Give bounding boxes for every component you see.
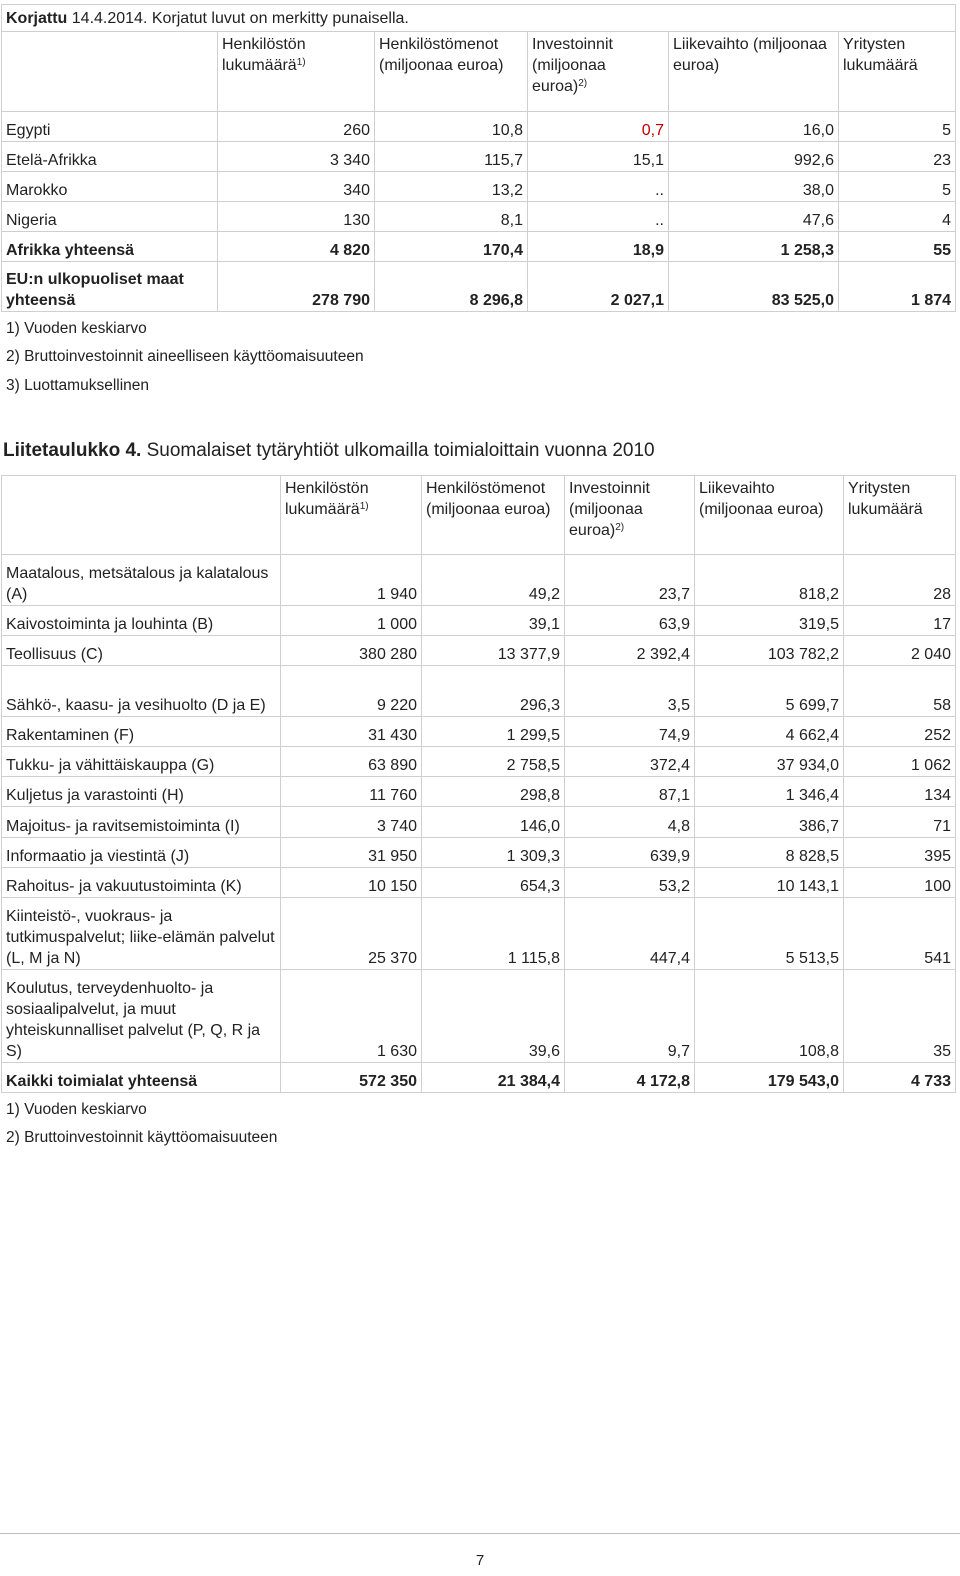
footnote-2: 2) Bruttoinvestoinnit käyttöomaisuuteen: [6, 1129, 278, 1146]
cell-personnel: 31 950: [281, 838, 422, 868]
table-title: [3, 440, 655, 462]
row-label: Koulutus, terveydenhuolto- ja sosiaalipalvelut, ja muut yhteiskunnalliset palvelut (P, Q, R ja S): [2, 970, 281, 1063]
header-turnover: Liikevaihto (miljoonaa euroa): [695, 476, 844, 555]
cell-costs: 115,7: [375, 142, 528, 172]
row-label: Sähkö-, kaasu- ja vesihuolto (D ja E): [2, 666, 281, 717]
row-label: Kaivostoiminta ja louhinta (B): [2, 606, 281, 636]
cell-investments: 87,1: [565, 777, 695, 807]
cell-enterprises: 252: [844, 717, 956, 747]
header-text: Investoinnit (miljoonaa euroa): [569, 480, 650, 539]
cell-turnover: 5 513,5: [695, 898, 844, 970]
cell-personnel: 3 740: [281, 807, 422, 838]
table-row-total: [2, 262, 956, 312]
cell-costs: 8,1: [375, 202, 528, 232]
cell-turnover: 1 258,3: [669, 232, 839, 262]
header-blank: [2, 32, 218, 112]
cell-costs: 49,2: [422, 555, 565, 606]
footnote-ref: 2): [615, 522, 625, 533]
cell-costs: 8 296,8: [375, 262, 528, 312]
cell-investments: 639,9: [565, 838, 695, 868]
cell-turnover: 83 525,0: [669, 262, 839, 312]
cell-personnel: 11 760: [281, 777, 422, 807]
cell-personnel: 130: [218, 202, 375, 232]
cell-investments: 53,2: [565, 868, 695, 898]
header-investments: [528, 32, 669, 112]
cell-turnover: 1 346,4: [695, 777, 844, 807]
header-enterprise-count: Yritysten lukumäärä: [839, 32, 956, 112]
row-label: Nigeria: [2, 202, 218, 232]
cell-enterprises: 5: [839, 112, 956, 142]
cell-enterprises: 58: [844, 666, 956, 717]
cell-enterprises: 134: [844, 777, 956, 807]
header-text: Investoinnit (miljoonaa euroa): [532, 36, 613, 95]
cell-personnel: 278 790: [218, 262, 375, 312]
row-label: Marokko: [2, 172, 218, 202]
cell-investments: 18,9: [528, 232, 669, 262]
cell-personnel: 4 820: [218, 232, 375, 262]
cell-enterprises: 1 874: [839, 262, 956, 312]
cell-turnover: 179 543,0: [695, 1063, 844, 1093]
footer-divider: [0, 1533, 960, 1534]
table-row: [2, 142, 956, 172]
cell-enterprises: 17: [844, 606, 956, 636]
cell-personnel: 10 150: [281, 868, 422, 898]
cell-personnel: 380 280: [281, 636, 422, 666]
cell-investments: 2 027,1: [528, 262, 669, 312]
cell-turnover: 37 934,0: [695, 747, 844, 777]
cell-enterprises: 71: [844, 807, 956, 838]
cell-enterprises: 5: [839, 172, 956, 202]
cell-costs: 39,6: [422, 970, 565, 1063]
header-text: Henkilöstön lukumäärä: [285, 480, 369, 518]
cell-enterprises: 35: [844, 970, 956, 1063]
table-row: [2, 898, 956, 970]
table-row: [2, 636, 956, 666]
cell-investments: 15,1: [528, 142, 669, 172]
cell-costs: 1 309,3: [422, 838, 565, 868]
cell-personnel: 340: [218, 172, 375, 202]
correction-note-label: Korjattu: [6, 9, 68, 27]
cell-costs: 2 758,5: [422, 747, 565, 777]
cell-investments: 3,5: [565, 666, 695, 717]
africa-table: [1, 4, 956, 312]
table-row: [2, 555, 956, 606]
correction-note-text: 14.4.2014. Korjatut luvut on merkitty punaisella.: [67, 9, 409, 27]
cell-costs: 654,3: [422, 868, 565, 898]
correction-note-row: [2, 5, 956, 32]
table-row: [2, 202, 956, 232]
table-row: [2, 838, 956, 868]
cell-personnel: 260: [218, 112, 375, 142]
cell-costs: 13 377,9: [422, 636, 565, 666]
cell-enterprises: 28: [844, 555, 956, 606]
table-row: [2, 172, 956, 202]
cell-personnel: 31 430: [281, 717, 422, 747]
row-label: Afrikka yhteensä: [2, 232, 218, 262]
cell-turnover: 10 143,1: [695, 868, 844, 898]
cell-personnel: 572 350: [281, 1063, 422, 1093]
cell-investments: 4,8: [565, 807, 695, 838]
cell-costs: 1 115,8: [422, 898, 565, 970]
cell-costs: 10,8: [375, 112, 528, 142]
footnote-3: 3) Luottamuksellinen: [6, 377, 150, 394]
cell-enterprises: 1 062: [844, 747, 956, 777]
cell-investments: ..: [528, 202, 669, 232]
cell-personnel: 1 000: [281, 606, 422, 636]
header-enterprise-count: Yritysten lukumäärä: [844, 476, 956, 555]
cell-enterprises: 541: [844, 898, 956, 970]
row-label: Egypti: [2, 112, 218, 142]
table-row-total: [2, 1063, 956, 1093]
cell-turnover: 38,0: [669, 172, 839, 202]
footnote-1: 1) Vuoden keskiarvo: [6, 1101, 147, 1118]
cell-enterprises: 55: [839, 232, 956, 262]
table-row: [2, 112, 956, 142]
cell-costs: 13,2: [375, 172, 528, 202]
footnote-ref: 2): [578, 78, 588, 89]
footnote-2: 2) Bruttoinvestoinnit aineelliseen käyttöomaisuuteen: [6, 348, 364, 365]
cell-costs: 146,0: [422, 807, 565, 838]
table-row: [2, 807, 956, 838]
cell-turnover: 8 828,5: [695, 838, 844, 868]
table-row: [2, 666, 956, 717]
cell-turnover: 16,0: [669, 112, 839, 142]
cell-turnover: 386,7: [695, 807, 844, 838]
cell-investments: 9,7: [565, 970, 695, 1063]
cell-enterprises: 23: [839, 142, 956, 172]
industry-table: [1, 475, 956, 1093]
cell-personnel: 63 890: [281, 747, 422, 777]
header-personnel-costs: Henkilöstömenot (miljoonaa euroa): [422, 476, 565, 555]
cell-investments: ..: [528, 172, 669, 202]
correction-note: [2, 5, 956, 32]
cell-turnover: 108,8: [695, 970, 844, 1063]
cell-personnel: 3 340: [218, 142, 375, 172]
row-label: EU:n ulkopuoliset maat yhteensä: [2, 262, 218, 312]
table-row: [2, 868, 956, 898]
cell-investments: 447,4: [565, 898, 695, 970]
cell-costs: 1 299,5: [422, 717, 565, 747]
cell-costs: 21 384,4: [422, 1063, 565, 1093]
header-blank: [2, 476, 281, 555]
header-personnel-costs: Henkilöstömenot (miljoonaa euroa): [375, 32, 528, 112]
cell-turnover: 103 782,2: [695, 636, 844, 666]
cell-turnover: 5 699,7: [695, 666, 844, 717]
cell-personnel: 25 370: [281, 898, 422, 970]
cell-enterprises: 100: [844, 868, 956, 898]
footnote-ref: 1): [359, 501, 369, 512]
cell-turnover: 319,5: [695, 606, 844, 636]
cell-costs: 170,4: [375, 232, 528, 262]
cell-investments: 63,9: [565, 606, 695, 636]
table-title-number: Liitetaulukko 4.: [3, 440, 142, 461]
row-label: Rahoitus- ja vakuutustoiminta (K): [2, 868, 281, 898]
cell-investments: 4 172,8: [565, 1063, 695, 1093]
row-label: Majoitus- ja ravitsemistoiminta (I): [2, 807, 281, 838]
row-label: Rakentaminen (F): [2, 717, 281, 747]
cell-investments: 23,7: [565, 555, 695, 606]
cell-costs: 39,1: [422, 606, 565, 636]
header-turnover: Liikevaihto (miljoonaa euroa): [669, 32, 839, 112]
cell-personnel: 1 630: [281, 970, 422, 1063]
table-row: [2, 777, 956, 807]
row-label: Teollisuus (C): [2, 636, 281, 666]
cell-turnover: 47,6: [669, 202, 839, 232]
cell-enterprises: 2 040: [844, 636, 956, 666]
page-number: 7: [475, 1552, 485, 1569]
cell-turnover: 818,2: [695, 555, 844, 606]
row-label: Maatalous, metsätalous ja kalatalous (A): [2, 555, 281, 606]
row-label: Tukku- ja vähittäiskauppa (G): [2, 747, 281, 777]
cell-enterprises: 395: [844, 838, 956, 868]
footnote-1: 1) Vuoden keskiarvo: [6, 320, 147, 337]
row-label: Kiinteistö-, vuokraus- ja tutkimuspalvelut; liike-elämän palvelut (L, M ja N): [2, 898, 281, 970]
cell-personnel: 9 220: [281, 666, 422, 717]
cell-investments: 2 392,4: [565, 636, 695, 666]
cell-investments-corrected: 0,7: [528, 112, 669, 142]
cell-investments: 74,9: [565, 717, 695, 747]
header-text: Henkilöstön lukumäärä: [222, 36, 306, 74]
table-row: [2, 747, 956, 777]
row-label: Kaikki toimialat yhteensä: [2, 1063, 281, 1093]
table-row: [2, 717, 956, 747]
row-label: Kuljetus ja varastointi (H): [2, 777, 281, 807]
cell-enterprises: 4: [839, 202, 956, 232]
cell-personnel: 1 940: [281, 555, 422, 606]
cell-turnover: 4 662,4: [695, 717, 844, 747]
table-row: [2, 606, 956, 636]
cell-costs: 296,3: [422, 666, 565, 717]
table-header-row: [2, 32, 956, 112]
cell-costs: 298,8: [422, 777, 565, 807]
cell-enterprises: 4 733: [844, 1063, 956, 1093]
table-row: [2, 970, 956, 1063]
footnote-ref: 1): [296, 57, 306, 68]
row-label: Informaatio ja viestintä (J): [2, 838, 281, 868]
header-personnel-count: [281, 476, 422, 555]
header-investments: [565, 476, 695, 555]
cell-investments: 372,4: [565, 747, 695, 777]
table-title-text: Suomalaiset tytäryhtiöt ulkomailla toimialoittain vuonna 2010: [141, 440, 655, 461]
header-personnel-count: [218, 32, 375, 112]
table-header-row: [2, 476, 956, 555]
cell-turnover: 992,6: [669, 142, 839, 172]
row-label: Etelä-Afrikka: [2, 142, 218, 172]
table-row-total: [2, 232, 956, 262]
